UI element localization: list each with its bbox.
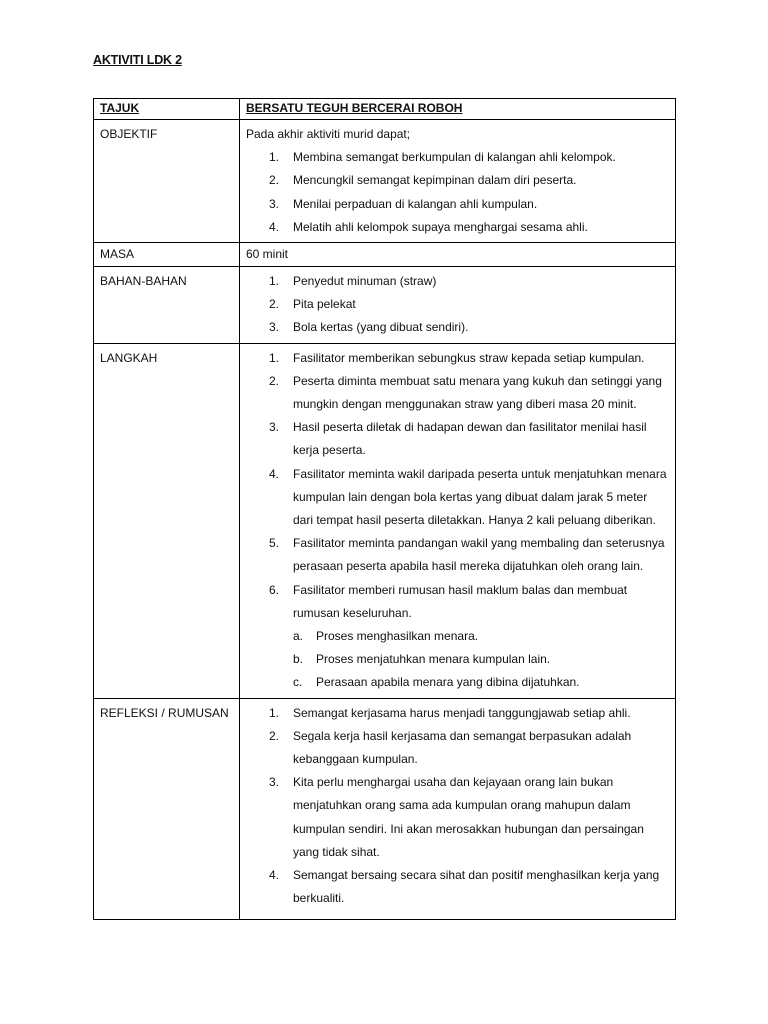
- objektif-row: [94, 120, 676, 243]
- list-item-text: Penyedut minuman (straw): [293, 274, 437, 289]
- list-item: [269, 270, 669, 293]
- sublist-marker: c.: [293, 675, 303, 690]
- list-item-text: Pita pelekat: [293, 297, 356, 312]
- list-item: [269, 416, 669, 462]
- list-item-text: Fasilitator memberikan sebungkus straw kepada setiap kumpulan.: [293, 350, 645, 365]
- list-marker: 3.: [269, 196, 280, 211]
- sublist-item-text: Proses menghasilkan menara.: [316, 629, 479, 644]
- langkah-sublist: [293, 625, 669, 695]
- langkah-content: [240, 343, 676, 698]
- objektif-list: [246, 146, 669, 239]
- list-marker: 4.: [269, 219, 280, 234]
- sublist-item-text: Proses menjatuhkan menara kumpulan lain.: [316, 652, 551, 667]
- bahan-row: [94, 267, 676, 344]
- list-marker: 2.: [269, 297, 280, 312]
- langkah-list: [246, 347, 669, 695]
- refleksi-row: [94, 698, 676, 919]
- list-item-text: Membina semangat berkumpulan di kalangan ahli kelompok.: [293, 150, 616, 165]
- list-item-text: Fasilitator meminta pandangan wakil yang membaling dan seterusnya perasaan peserta apabila hasil mereka dijatuhkan oleh orang lain.: [293, 536, 665, 574]
- list-item-text: Fasilitator memberi rumusan hasil maklum balas dan membuat rumusan keseluruhan.: [293, 582, 628, 620]
- list-item: [269, 370, 669, 416]
- list-marker: 4.: [269, 466, 280, 481]
- table-header-row: [94, 99, 676, 120]
- masa-value: 60 minit: [240, 243, 676, 267]
- header-title-cell: BERSATU TEGUH BERCERAI ROBOH: [240, 99, 676, 120]
- masa-row: [94, 243, 676, 267]
- list-marker: 2.: [269, 728, 280, 743]
- sublist-item: [293, 648, 669, 671]
- list-item-text: Semangat kerjasama harus menjadi tanggungjawab setiap ahli.: [293, 705, 631, 720]
- objektif-content: [240, 120, 676, 243]
- header-key-cell: TAJUK: [94, 99, 240, 120]
- list-item: [269, 864, 669, 910]
- list-item-text: Fasilitator meminta wakil daripada peserta untuk menjatuhkan menara kumpulan lain dengan bola kertas yang dibuat dalam jarak 5 meter dari tempat hasil peserta diletakkan. Hanya 2 kali peluang diberikan.: [293, 466, 667, 528]
- list-item-text: Semangat bersaing secara sihat dan positif menghasilkan kerja yang berkualiti.: [293, 868, 660, 906]
- list-item: [269, 532, 669, 578]
- list-item-text: Segala kerja hasil kerjasama dan semangat berpasukan adalah kebanggaan kumpulan.: [293, 728, 632, 767]
- list-item-text: Kita perlu menghargai usaha dan kejayaan orang lain bukan menjatuhkan orang sama ada kumpulan orang mahupun dalam kumpulan sendiri. Ini akan merosakkan hubungan dan persaingan yang tidak sihat.: [293, 775, 644, 859]
- list-marker: 3.: [269, 420, 280, 435]
- list-item: [269, 702, 669, 725]
- list-item: [269, 579, 669, 695]
- sublist-item: [293, 625, 669, 648]
- list-item: [269, 463, 669, 533]
- page-title: AKTIVITI LDK 2: [93, 53, 182, 67]
- refleksi-list: [246, 702, 669, 911]
- bahan-label: BAHAN-BAHAN: [94, 267, 240, 344]
- list-item: [269, 725, 669, 771]
- list-item: [269, 169, 669, 192]
- list-item-text: Peserta diminta membuat satu menara yang kukuh dan setinggi yang mungkin dengan menggunakan straw yang diberi masa 20 minit.: [293, 373, 662, 412]
- refleksi-content: [240, 698, 676, 919]
- list-item-text: Mencungkil semangat kepimpinan dalam diri peserta.: [293, 173, 577, 188]
- objektif-label: OBJEKTIF: [94, 120, 240, 243]
- list-marker: 4.: [269, 868, 280, 883]
- list-marker: 1.: [269, 150, 280, 165]
- list-marker: 2.: [269, 173, 280, 188]
- list-marker: 1.: [269, 705, 280, 720]
- list-item: [269, 193, 669, 216]
- list-marker: 1.: [269, 350, 280, 365]
- sublist-item: [293, 671, 669, 694]
- sublist-marker: a.: [293, 629, 304, 644]
- bahan-list: [246, 270, 669, 340]
- list-item: [269, 316, 669, 339]
- sublist-item-text: Perasaan apabila menara yang dibina dijatuhkan.: [316, 675, 580, 690]
- sublist-marker: b.: [293, 652, 304, 667]
- activity-table: [93, 98, 676, 920]
- list-item: [269, 347, 669, 370]
- list-item: [269, 293, 669, 316]
- list-item-text: Bola kertas (yang dibuat sendiri).: [293, 320, 469, 335]
- list-item: [269, 216, 669, 239]
- list-marker: 5.: [269, 536, 280, 551]
- list-marker: 3.: [269, 320, 280, 335]
- list-marker: 3.: [269, 775, 280, 790]
- langkah-row: [94, 343, 676, 698]
- bahan-content: [240, 267, 676, 344]
- refleksi-label: REFLEKSI / RUMUSAN: [94, 698, 240, 919]
- objektif-intro: Pada akhir aktiviti murid dapat;: [246, 127, 411, 141]
- list-marker: 2.: [269, 373, 280, 388]
- langkah-label: LANGKAH: [94, 343, 240, 698]
- list-item-text: Menilai perpaduan di kalangan ahli kumpulan.: [293, 196, 538, 211]
- list-marker: 1.: [269, 274, 280, 289]
- list-item: [269, 146, 669, 169]
- list-item: [269, 771, 669, 864]
- list-marker: 6.: [269, 582, 280, 597]
- list-item-text: Melatih ahli kelompok supaya menghargai sesama ahli.: [293, 219, 588, 234]
- masa-label: MASA: [94, 243, 240, 267]
- list-item-text: Hasil peserta diletak di hadapan dewan dan fasilitator menilai hasil kerja peserta.: [293, 420, 647, 458]
